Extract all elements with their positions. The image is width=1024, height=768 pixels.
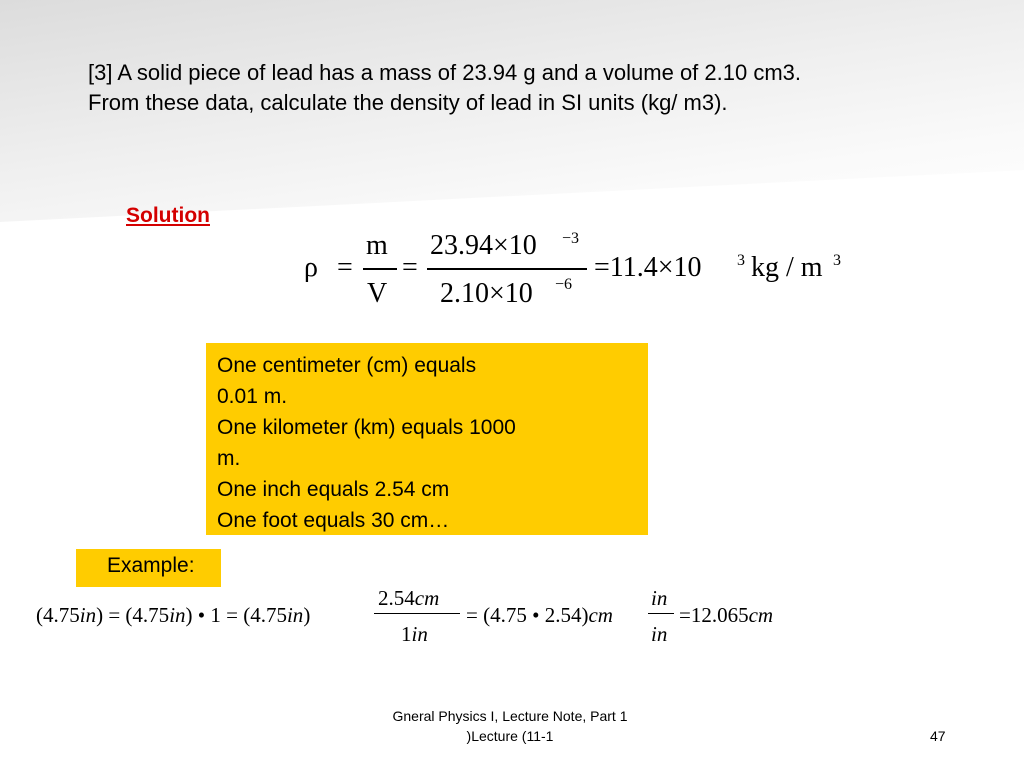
frac1-den-value: 1 [401,622,412,646]
unit-exponent: 3 [833,252,841,269]
fraction-bar-conversion [374,613,460,614]
step3-close: ) [303,603,311,627]
mid-unit: cm [588,603,613,627]
frac1-num-value: 2.54 [378,586,415,610]
result-unit: cm [748,603,774,627]
frac1-numerator [378,586,439,611]
conversion-mid [466,603,613,628]
equals-sign-1: = [337,252,353,283]
info-line: One centimeter (cm) equals [217,354,477,377]
frac1-num-unit: cm [414,586,440,610]
fraction-bar-m-v [363,268,397,270]
density-unit: kg / m [751,252,823,283]
footer [360,706,660,746]
mass-symbol: m [366,230,388,261]
footer-line-2: )Lecture (11-1 [466,728,554,744]
frac2-denominator: in [651,622,668,646]
lhs-value: (4.75 [36,603,80,627]
numerator-exponent: −3 [562,230,580,247]
problem-statement [88,58,958,118]
page-number: 47 [930,728,946,744]
solution-heading: Solution [126,204,210,227]
denominator-volume: 2.10×10 [440,278,533,309]
step2-unit: in [169,603,186,627]
step3-unit: in [286,603,304,627]
info-line: One inch equals 2.54 cm [217,478,450,501]
info-line: m. [217,447,241,470]
frac1-denominator [401,622,428,647]
info-line: One kilometer (km) equals 1000 [217,416,516,439]
volume-symbol: V [367,278,388,309]
frac2-numerator: in [651,586,668,610]
result-value: =12.065 [679,603,749,627]
footer-line-1: Gneral Physics I, Lecture Note, Part 1 [392,708,628,724]
info-line: One foot equals 30 cm… [217,509,450,532]
frac1-den-unit: in [411,622,428,646]
example-label: Example: [76,549,221,587]
problem-line-1: [3] A solid piece of lead has a mass of 23.94 g and a volume of 2.10 cm3. [88,60,802,85]
unit-conversion-box [206,343,648,535]
fraction-bar-in-in [648,613,674,614]
result-exponent: 3 [737,252,745,269]
fraction-bar-values [427,268,587,270]
denominator-exponent: −6 [555,276,573,293]
conversion-lhs [36,603,310,628]
step2-value: ) = (4.75 [96,603,170,627]
problem-line-2: From these data, calculate the density of lead in SI units (kg/ m3). [88,90,728,115]
numerator-mass: 23.94×10 [430,230,537,261]
rho-symbol: ρ [304,252,318,283]
density-result: =11.4×10 [594,252,702,283]
equals-sign-2: = [402,252,418,283]
lhs-unit: in [79,603,97,627]
conversion-result [679,603,773,628]
mid-value: = (4.75 • 2.54) [466,603,589,627]
info-line: 0.01 m. [217,385,288,408]
step3-value: ) • 1 = (4.75 [185,603,287,627]
